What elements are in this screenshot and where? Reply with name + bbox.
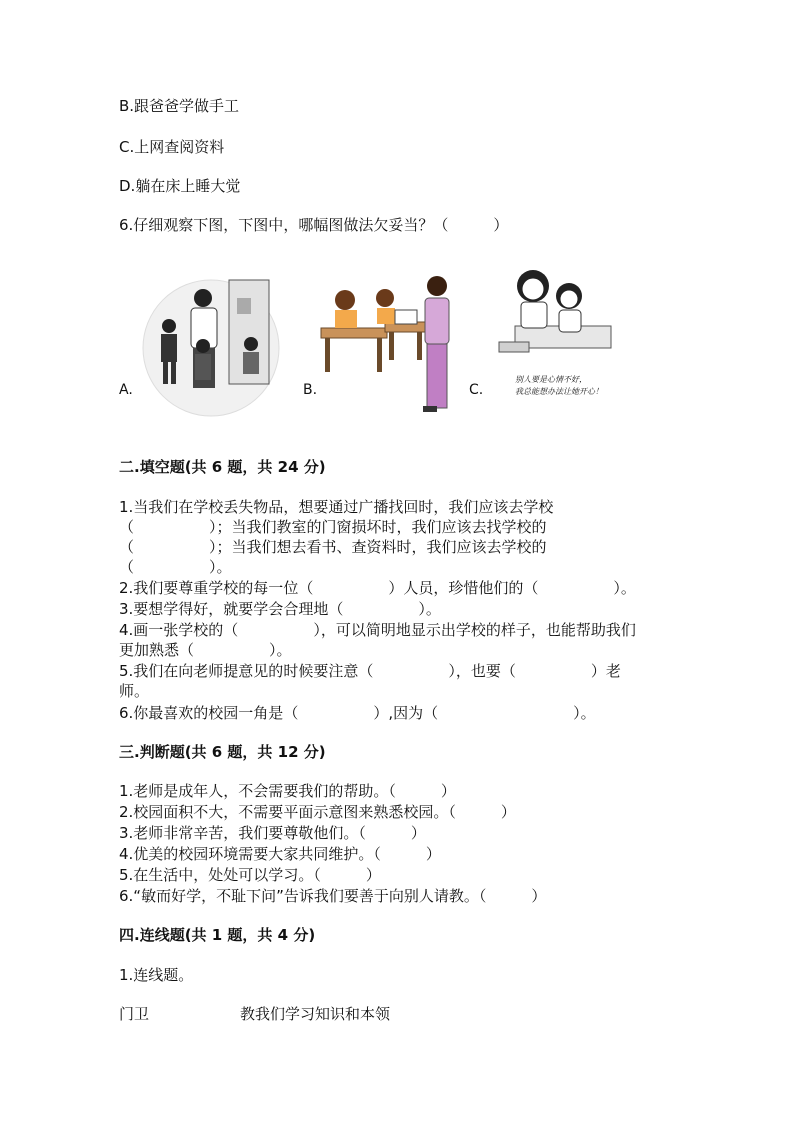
fill-line: 5.我们在向老师提意见的时候要注意（ ），也要（ ）老 xyxy=(119,662,621,680)
fill-line: （ ）；当我们教室的门窗损坏时，我们应该去找学校的 xyxy=(119,518,547,536)
fill-line: （ ）；当我们想去看书、查资料时，我们应该去学校的 xyxy=(119,538,547,556)
figure-label-a: A. xyxy=(119,382,133,398)
judge-line: 6.“敏而好学，不耻下问”告诉我们要善于向别人请教。（ ） xyxy=(119,887,547,905)
fill-line: 2.我们要尊重学校的每一位（ ）人员，珍惜他们的（ ）。 xyxy=(119,579,636,597)
question-6-figures xyxy=(119,270,619,420)
figure-c-illustration xyxy=(495,256,615,366)
judge-line: 3.老师非常辛苦，我们要尊敬他们。（ ） xyxy=(119,824,426,842)
section-4-title: 四.连线题(共 1 题，共 4 分) xyxy=(119,926,316,944)
figure-c-caption xyxy=(515,374,619,398)
matching-question: 1.连线题。 xyxy=(119,966,194,984)
figure-c-caption-line2: 我总能想办法让她开心！ xyxy=(515,387,603,396)
question-6-stem: 6.仔细观察下图，下图中，哪幅图做法欠妥当？（ ） xyxy=(119,216,509,234)
fill-line: 1.当我们在学校丢失物品，想要通过广播找回时，我们应该去学校 xyxy=(119,498,554,516)
section-3-title: 三.判断题(共 6 题，共 12 分) xyxy=(119,743,326,761)
figure-a-illustration xyxy=(141,276,281,418)
fill-line: 师。 xyxy=(119,682,150,700)
fill-line: 4.画一张学校的（ ），可以简明地显示出学校的样子，也能帮助我们 xyxy=(119,621,636,639)
matching-right-item: 教我们学习知识和本领 xyxy=(240,1005,391,1023)
option-c: C.上网查阅资料 xyxy=(119,138,225,156)
matching-left-item: 门卫 xyxy=(119,1005,150,1023)
option-b: B.跟爸爸学做手工 xyxy=(119,97,240,115)
fill-line: 3.要想学得好，就要学会合理地（ ）。 xyxy=(119,600,441,618)
judge-line: 5.在生活中，处处可以学习。（ ） xyxy=(119,866,381,884)
figure-label-b: B. xyxy=(303,382,318,398)
fill-line: （ ）。 xyxy=(119,558,232,576)
section-2-title: 二.填空题(共 6 题，共 24 分) xyxy=(119,458,326,476)
fill-line: 6.你最喜欢的校园一角是（ ）,因为（ ）。 xyxy=(119,704,596,722)
figure-label-c: C. xyxy=(469,382,484,398)
judge-line: 1.老师是成年人，不会需要我们的帮助。（ ） xyxy=(119,782,456,800)
figure-c-caption-line1: 别人要是心情不好， xyxy=(515,375,587,384)
fill-line: 更加熟悉（ ）。 xyxy=(119,641,292,659)
figure-b-illustration xyxy=(319,270,469,420)
judge-line: 2.校园面积不大，不需要平面示意图来熟悉校园。（ ） xyxy=(119,803,516,821)
judge-line: 4.优美的校园环境需要大家共同维护。（ ） xyxy=(119,845,441,863)
option-d: D.躺在床上睡大觉 xyxy=(119,177,241,195)
